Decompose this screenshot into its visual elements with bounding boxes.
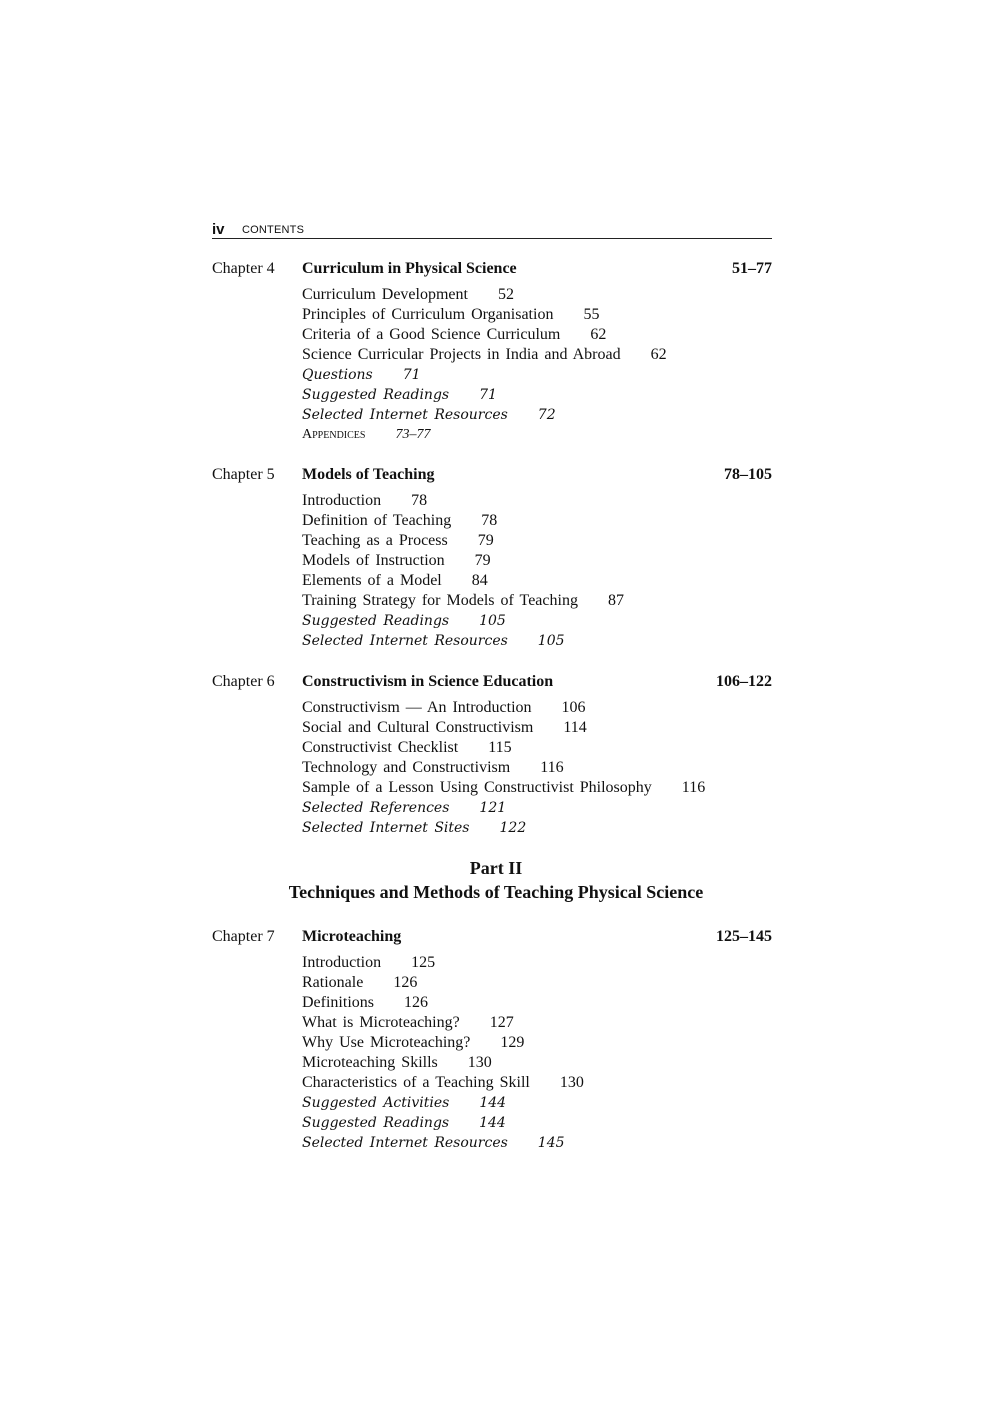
toc-entry (302, 325, 772, 345)
toc-entry (302, 718, 772, 738)
entry-page: 62 (590, 326, 607, 343)
chapter-heading (212, 465, 772, 485)
entry-title: Suggested Readings (302, 387, 450, 403)
entry-page: 105 (479, 613, 506, 629)
chapter-7-block (212, 927, 772, 1153)
toc-entry (302, 285, 772, 305)
toc-entry (302, 405, 772, 425)
toc-entry (302, 345, 772, 365)
toc-entry (302, 698, 772, 718)
toc-entry (302, 631, 772, 651)
chapter-page-range: 125–145 (716, 928, 772, 945)
entry-page: 62 (650, 346, 667, 363)
chapter-6-block (212, 672, 772, 838)
entry-page: 78 (411, 492, 428, 509)
toc-entry (302, 1053, 772, 1073)
toc-entry (302, 1013, 772, 1033)
part-label: Part II (469, 858, 523, 878)
chapter-page-range: 51–77 (732, 260, 772, 277)
entry-title: Suggested Readings (302, 1115, 450, 1131)
chapter-page-range: 106–122 (716, 673, 772, 690)
entry-page: 145 (537, 1135, 565, 1151)
entry-page: 79 (477, 532, 494, 549)
entry-page: 79 (474, 552, 491, 569)
entry-page: 78 (481, 512, 498, 529)
entry-title: Training Strategy for Models of Teaching (302, 592, 578, 609)
chapter-5-block (212, 465, 772, 651)
entry-page: 84 (471, 572, 488, 589)
chapter-number: Chapter 6 (212, 673, 275, 690)
toc-entry (302, 798, 772, 818)
entry-title: Why Use Microteaching? (302, 1034, 471, 1051)
entry-page: 144 (479, 1115, 506, 1131)
toc-entry (302, 305, 772, 325)
page-number: iv (212, 221, 225, 238)
toc-entry (302, 953, 772, 973)
chapter-heading (212, 259, 772, 279)
entry-title: Teaching as a Process (302, 532, 448, 549)
entry-title: Selected Internet Resources (302, 407, 508, 423)
entry-title: Questions (302, 367, 373, 383)
toc-entry (302, 778, 772, 798)
toc-entry (302, 531, 772, 551)
toc-entry (302, 425, 772, 445)
entry-title: Definition of Teaching (302, 512, 452, 529)
entry-title: Technology and Constructivism (302, 759, 511, 776)
entry-title: Characteristics of a Teaching Skill (302, 1074, 530, 1091)
running-header (212, 222, 772, 239)
toc-entry (302, 1073, 772, 1093)
toc-entry (302, 385, 772, 405)
entry-title: Criteria of a Good Science Curriculum (302, 326, 561, 343)
entry-title: Principles of Curriculum Organisation (302, 306, 554, 323)
entry-title: Definitions (302, 994, 374, 1011)
toc-entry (302, 571, 772, 591)
entry-title: Suggested Readings (302, 613, 450, 629)
entry-page: 72 (537, 407, 556, 423)
entry-title: Introduction (302, 492, 382, 509)
entry-page: 116 (540, 759, 564, 776)
entry-page: 121 (479, 800, 507, 816)
entry-page: 130 (467, 1054, 492, 1071)
entry-title: Introduction (302, 954, 382, 971)
toc-entry (302, 491, 772, 511)
toc-entry (302, 973, 772, 993)
entry-page: 122 (499, 820, 527, 836)
chapter-entries (302, 698, 772, 838)
toc-entry (302, 1113, 772, 1133)
toc-entry (302, 1033, 772, 1053)
chapter-4-block (212, 259, 772, 445)
entry-title: Constructivist Checklist (302, 739, 459, 756)
toc-entry (302, 1133, 772, 1153)
entry-title: Selected Internet Resources (302, 1135, 508, 1151)
entry-page: 106 (561, 699, 586, 716)
entry-page: 71 (402, 367, 421, 383)
chapter-number: Chapter 7 (212, 928, 275, 945)
entry-title: Science Curricular Projects in India and Abroad (302, 346, 621, 363)
chapter-entries (302, 953, 772, 1153)
entry-title: Appendices (302, 427, 366, 442)
entry-page: 73–77 (395, 427, 431, 442)
toc-entry (302, 1093, 772, 1113)
running-title: CONTENTS (242, 224, 305, 236)
toc-entry (302, 551, 772, 571)
entry-page: 52 (497, 286, 514, 303)
chapter-title: Constructivism in Science Education (302, 673, 554, 690)
entry-title: Selected Internet Resources (302, 633, 508, 649)
chapter-title: Models of Teaching (302, 466, 435, 483)
entry-title: Rationale (302, 974, 364, 991)
entry-title: Sample of a Lesson Using Constructivist Philosophy (302, 779, 652, 796)
entry-page: 129 (500, 1034, 525, 1051)
chapter-entries (302, 491, 772, 651)
chapter-number: Chapter 4 (212, 260, 275, 277)
entry-title: Models of Instruction (302, 552, 445, 569)
chapter-entries (302, 285, 772, 445)
chapter-number: Chapter 5 (212, 466, 275, 483)
entry-title: Social and Cultural Constructivism (302, 719, 534, 736)
entry-page: 105 (537, 633, 565, 649)
entry-title: Selected References (302, 800, 450, 816)
entry-page: 115 (488, 739, 512, 756)
entry-page: 114 (563, 719, 587, 736)
entry-title: Curriculum Development (302, 286, 468, 303)
entry-page: 126 (393, 974, 418, 991)
entry-title: Suggested Activities (302, 1095, 450, 1111)
toc-entry (302, 818, 772, 838)
entry-page: 144 (479, 1095, 507, 1111)
entry-page: 125 (411, 954, 436, 971)
entry-page: 55 (583, 306, 600, 323)
chapter-heading (212, 672, 772, 692)
entry-page: 126 (404, 994, 428, 1011)
entry-title: Selected Internet Sites (302, 820, 470, 836)
toc-entry (302, 511, 772, 531)
toc-entry (302, 738, 772, 758)
entry-title: What is Microteaching? (302, 1014, 460, 1031)
entry-page: 116 (681, 779, 706, 796)
entry-page: 130 (559, 1074, 584, 1091)
entry-title: Microteaching Skills (302, 1054, 438, 1071)
chapter-page-range: 78–105 (724, 466, 772, 483)
entry-page: 127 (489, 1014, 514, 1031)
entry-page: 71 (479, 387, 497, 403)
chapter-heading (212, 927, 772, 947)
entry-page: 87 (607, 592, 624, 609)
toc-entry (302, 591, 772, 611)
toc-entry (302, 993, 772, 1013)
toc-entry (302, 365, 772, 385)
entry-title: Constructivism — An Introduction (302, 699, 532, 716)
chapter-title: Microteaching (302, 928, 402, 945)
toc-entry (302, 611, 772, 631)
entry-title: Elements of a Model (302, 572, 442, 589)
toc-entry (302, 758, 772, 778)
chapter-title: Curriculum in Physical Science (302, 260, 517, 277)
part-title: Techniques and Methods of Teaching Physical Science (288, 882, 704, 902)
